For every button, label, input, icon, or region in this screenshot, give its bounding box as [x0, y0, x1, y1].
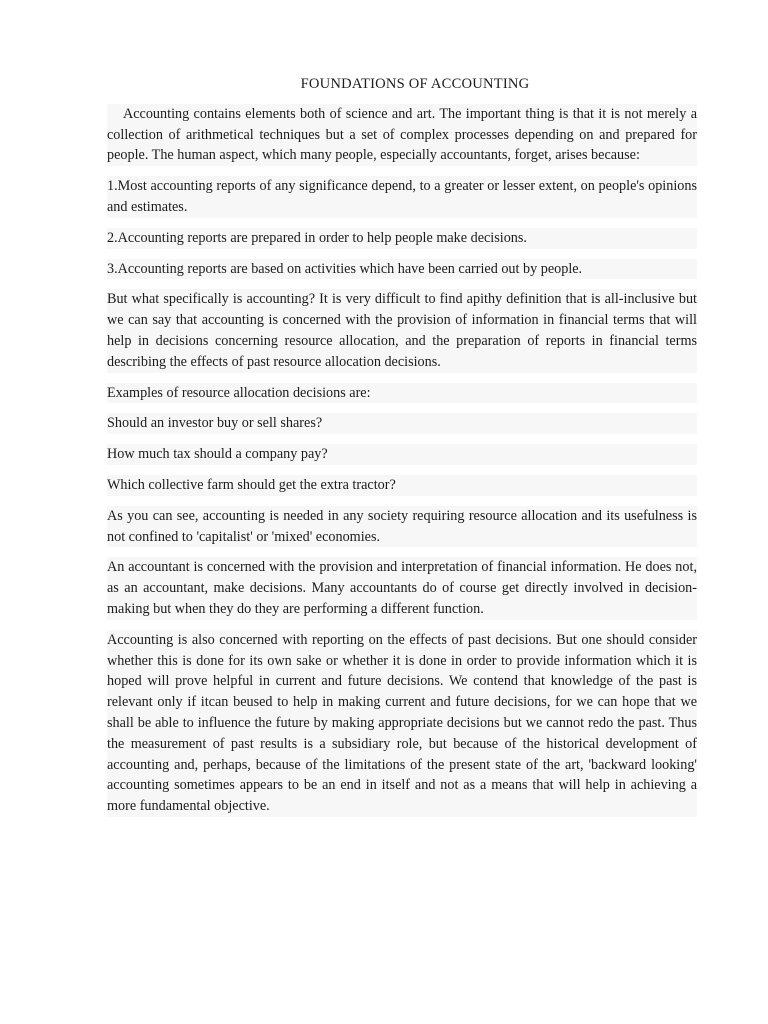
paragraph-past-decisions: Accounting is also concerned with reporting on the effects of past decisions. But one should consider whether this is done for its own sake or whether it is done in order to provide information which it is hoped will prove helpful in current and future decisions. We contend that knowledge of the past is relevant only if itcan beused to help in making current and future decisions, for we can hope that we shall be able to influence the future by making appropriate decisions but we cannot redo the past. Thus the measurement of past results is a subsidiary role, but because of the historical development of accounting and, perhaps, because of the limitations of the present state of the art, 'backward looking' accounting sometimes appears to be an end in itself and not as a means that will help in achieving a more fundamental objective. [107, 630, 697, 817]
paragraph-examples-heading: Examples of resource allocation decisions are: [107, 383, 697, 404]
paragraph-accountant-role: An accountant is concerned with the provision and interpretation of financial information. He does not, as an accountant, make decisions. Many accountants do of course get directly involved in decision-making but when they do they are performing a different function. [107, 557, 697, 619]
paragraph-point-1: 1.Most accounting reports of any significance depend, to a greater or lesser extent, on people's opinions and estimates. [107, 176, 697, 218]
paragraph-example-2: How much tax should a company pay? [107, 444, 697, 465]
paragraph-definition: But what specifically is accounting? It is very difficult to find apithy definition that is all-inclusive but we can say that accounting is concerned with the provision of information in financial terms that will help in decisions concerning resource allocation, and the preparation of reports in financial terms describing the effects of past resource allocation decisions. [107, 289, 697, 372]
document-page [107, 74, 697, 817]
paragraph-point-3: 3.Accounting reports are based on activities which have been carried out by people. [107, 259, 697, 280]
paragraph-example-3: Which collective farm should get the extra tractor? [107, 475, 697, 496]
paragraph-intro: Accounting contains elements both of science and art. The important thing is that it is not merely a collection of arithmetical techniques but a set of complex processes depending on and prepared for people. The human aspect, which many people, especially accountants, forget, arises because: [107, 104, 697, 166]
paragraph-example-1: Should an investor buy or sell shares? [107, 413, 697, 434]
document-title: FOUNDATIONS OF ACCOUNTING [300, 76, 530, 92]
paragraph-usefulness: As you can see, accounting is needed in any society requiring resource allocation and its usefulness is not confined to 'capitalist' or 'mixed' economies. [107, 506, 697, 548]
paragraph-point-2: 2.Accounting reports are prepared in order to help people make decisions. [107, 228, 697, 249]
